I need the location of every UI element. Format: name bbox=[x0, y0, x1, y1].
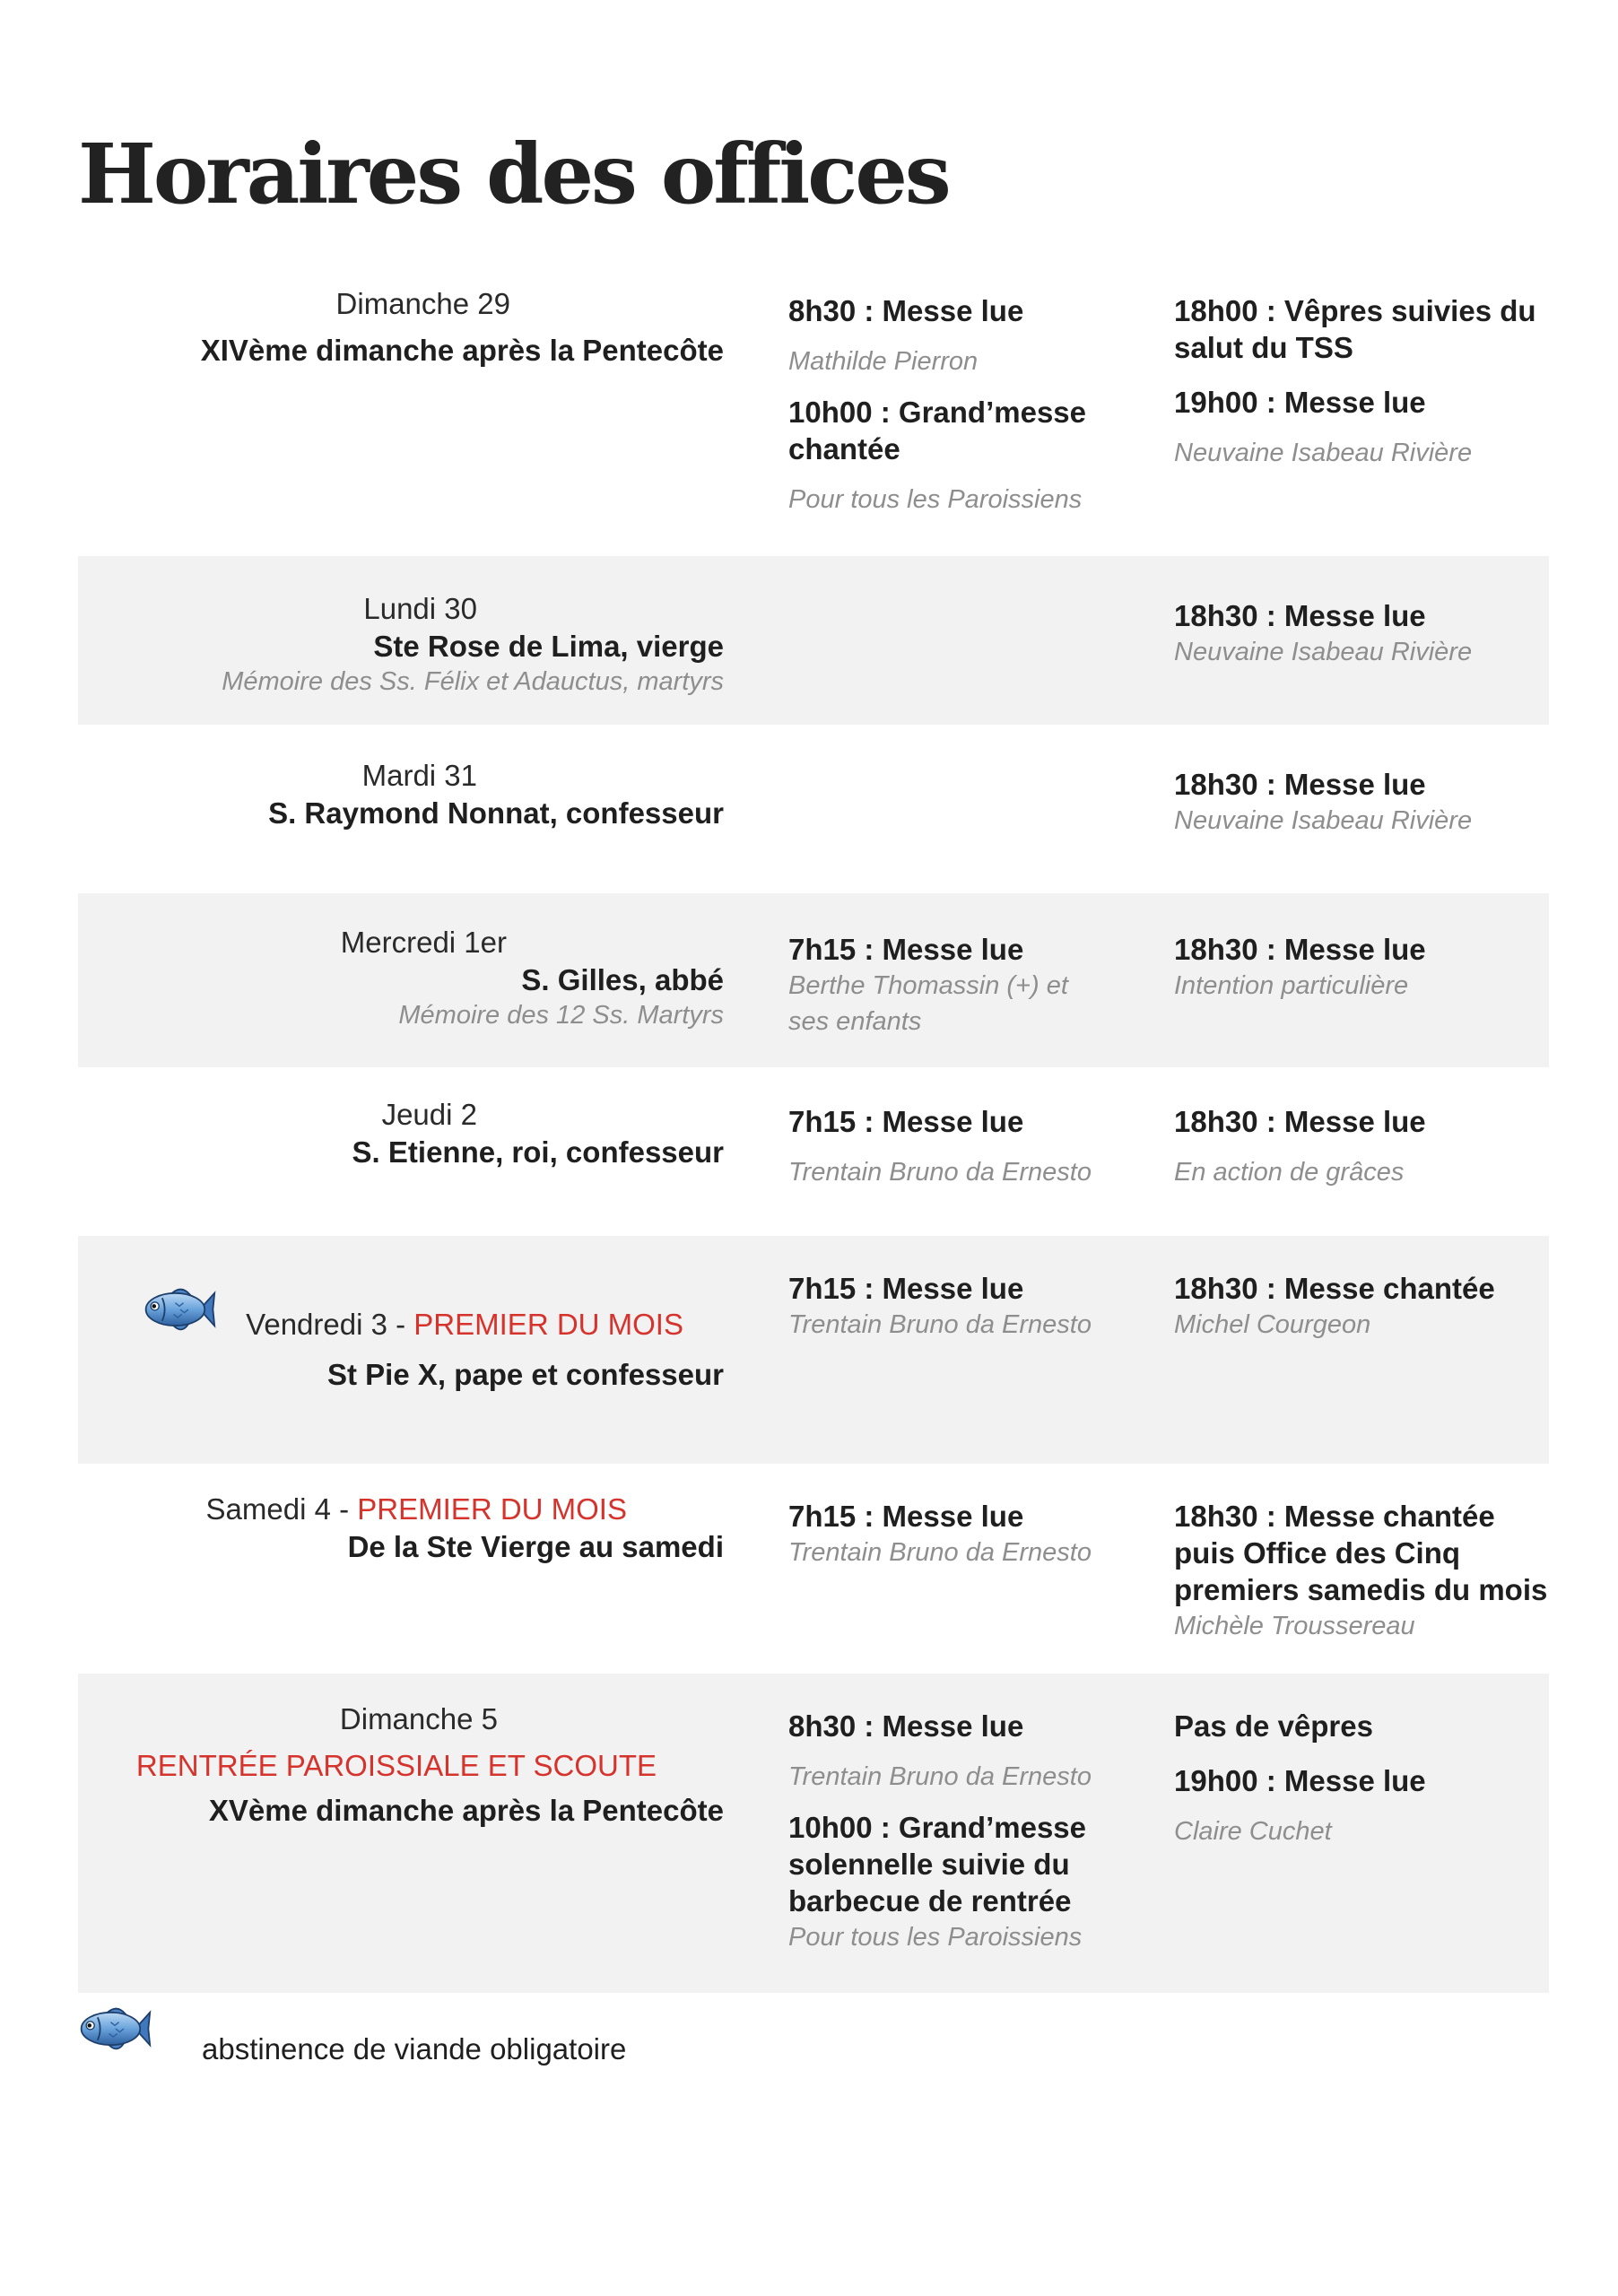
service-label: 18h30 : Messe chantée bbox=[1174, 1272, 1495, 1305]
intention-label: Pour tous les Paroissiens bbox=[788, 485, 1083, 514]
day-separator: - bbox=[330, 1492, 358, 1526]
day-label: Mardi 31 bbox=[361, 759, 477, 792]
saint-label: De la Ste Vierge au samedi bbox=[347, 1530, 724, 1563]
memorial-label: Mémoire des 12 Ss. Martyrs bbox=[398, 1001, 724, 1030]
intention-label: Neuvaine Isabeau Rivière bbox=[1174, 439, 1473, 467]
schedule-row-tuesday-31 bbox=[78, 725, 1549, 893]
day-cell bbox=[78, 592, 724, 697]
day-label: Vendredi 3 bbox=[246, 1308, 387, 1341]
intention-label: Neuvaine Isabeau Rivière bbox=[1174, 806, 1473, 835]
service-label: 10h00 : Grand’messe chantée bbox=[788, 396, 1086, 465]
service-label: 18h30 : Messe lue bbox=[1174, 768, 1426, 801]
day-cell bbox=[78, 287, 724, 368]
service-label: 8h30 : Messe lue bbox=[788, 294, 1024, 327]
day-label: Jeudi 2 bbox=[381, 1098, 477, 1131]
intention-label: Mathilde Pierron bbox=[788, 347, 979, 376]
day-cell bbox=[78, 759, 724, 831]
intention-label: Pour tous les Paroissiens bbox=[788, 1923, 1083, 1952]
intention-label: Claire Cuchet bbox=[1174, 1817, 1332, 1846]
day-label: Lundi 30 bbox=[363, 592, 477, 625]
day-label: Dimanche 29 bbox=[335, 287, 510, 320]
service-label: 18h30 : Messe chantée puis Office des Cinq premiers samedis du mois bbox=[1174, 1500, 1548, 1606]
service-label: Pas de vêpres bbox=[1174, 1709, 1373, 1743]
evening-services bbox=[1174, 597, 1549, 670]
schedule-row-sunday-5 bbox=[78, 1674, 1549, 1993]
service-label: 18h00 : Vêpres suivies du salut du TSS bbox=[1174, 294, 1536, 364]
day-cell bbox=[78, 1492, 724, 1564]
saint-label: XVème dimanche après la Pentecôte bbox=[208, 1794, 724, 1827]
intention-label: Trentain Bruno da Ernesto bbox=[788, 1158, 1092, 1187]
service-label: 8h30 : Messe lue bbox=[788, 1709, 1024, 1743]
service-label: 19h00 : Messe lue bbox=[1174, 1764, 1426, 1797]
intention-label: En action de grâces bbox=[1174, 1158, 1405, 1187]
day-label: Samedi 4 bbox=[205, 1492, 331, 1526]
day-label: Mercredi 1er bbox=[340, 926, 507, 959]
intention-label: Neuvaine Isabeau Rivière bbox=[1174, 638, 1473, 666]
intention-label: Michèle Troussereau bbox=[1174, 1612, 1415, 1640]
morning-services bbox=[788, 1103, 1111, 1190]
morning-services bbox=[788, 1270, 1111, 1343]
schedule-row-sunday-29 bbox=[78, 269, 1549, 549]
saint-label: S. Etienne, roi, confesseur bbox=[352, 1135, 724, 1169]
legend-text: abstinence de viande obligatoire bbox=[202, 2032, 627, 2066]
schedule-row-thursday-2 bbox=[78, 1067, 1549, 1236]
service-label: 7h15 : Messe lue bbox=[788, 1105, 1024, 1138]
service-label: 18h30 : Messe lue bbox=[1174, 933, 1426, 966]
evening-services bbox=[1174, 292, 1549, 471]
saint-label: Ste Rose de Lima, vierge bbox=[373, 630, 724, 663]
intention-label: Intention particulière bbox=[1174, 971, 1409, 1000]
first-of-month-badge: PREMIER DU MOIS bbox=[357, 1492, 627, 1526]
first-of-month-badge: PREMIER DU MOIS bbox=[413, 1308, 683, 1341]
service-label: 7h15 : Messe lue bbox=[788, 933, 1024, 966]
intention-label: Michel Courgeon bbox=[1174, 1310, 1371, 1339]
schedule-row-wednesday-1 bbox=[78, 893, 1549, 1067]
rentree-badge: RENTRÉE PAROISSIALE ET SCOUTE bbox=[135, 1749, 657, 1782]
service-label: 7h15 : Messe lue bbox=[788, 1272, 1024, 1305]
evening-services bbox=[1174, 931, 1549, 1004]
saint-label: S. Raymond Nonnat, confesseur bbox=[268, 796, 724, 830]
day-label: Dimanche 5 bbox=[339, 1702, 498, 1735]
day-cell bbox=[78, 1308, 724, 1392]
schedule-row-friday-3 bbox=[78, 1236, 1549, 1464]
intention-label: Berthe Thomassin (+) et ses enfants bbox=[788, 971, 1068, 1036]
intention-label: Trentain Bruno da Ernesto bbox=[788, 1310, 1092, 1339]
day-cell bbox=[78, 1702, 724, 1828]
schedule-row-saturday-4 bbox=[78, 1464, 1549, 1674]
evening-services bbox=[1174, 1270, 1549, 1343]
day-cell bbox=[78, 1098, 724, 1170]
fish-icon bbox=[78, 2002, 152, 2056]
evening-services bbox=[1174, 1103, 1549, 1190]
service-label: 18h30 : Messe lue bbox=[1174, 1105, 1426, 1138]
saint-label: St Pie X, pape et confesseur bbox=[327, 1358, 724, 1391]
schedule-row-monday-30 bbox=[78, 556, 1549, 725]
intention-label: Trentain Bruno da Ernesto bbox=[788, 1538, 1092, 1567]
service-label: 10h00 : Grand’messe solennelle suivie du barbecue de rentrée bbox=[788, 1811, 1086, 1918]
day-separator: - bbox=[387, 1308, 414, 1341]
service-label: 19h00 : Messe lue bbox=[1174, 386, 1426, 419]
page-title: Horaires des offices bbox=[78, 126, 949, 222]
morning-services bbox=[788, 931, 1111, 1039]
intention-label: Trentain Bruno da Ernesto bbox=[788, 1762, 1092, 1791]
service-label: 18h30 : Messe lue bbox=[1174, 599, 1426, 632]
day-line bbox=[78, 1492, 724, 1526]
service-label: 7h15 : Messe lue bbox=[788, 1500, 1024, 1533]
evening-services bbox=[1174, 1708, 1549, 1849]
memorial-label: Mémoire des Ss. Félix et Adauctus, martyrs bbox=[222, 667, 724, 696]
morning-services bbox=[788, 1708, 1111, 1955]
day-line bbox=[78, 1308, 724, 1342]
saint-label: S. Gilles, abbé bbox=[521, 963, 724, 996]
morning-services bbox=[788, 292, 1111, 517]
evening-services bbox=[1174, 766, 1549, 839]
morning-services bbox=[788, 1498, 1111, 1570]
saint-label: XIVème dimanche après la Pentecôte bbox=[200, 334, 724, 367]
day-cell bbox=[78, 926, 724, 1031]
evening-services bbox=[1174, 1498, 1549, 1644]
